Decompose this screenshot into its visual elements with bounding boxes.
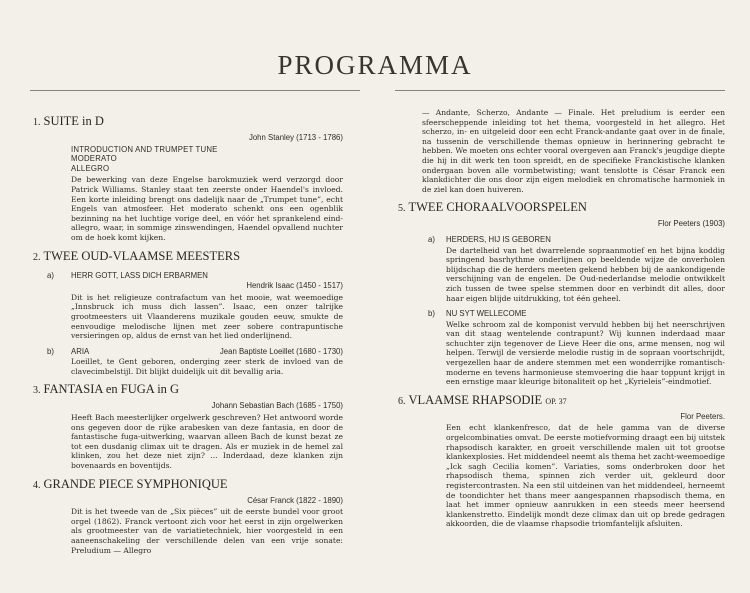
title-rule-left [30, 90, 360, 91]
description: Loeillet, te Gent geboren, onderging zeer sterk de invloed van de clavecimbelstijl. Dit blijkt duidelijk uit dit bevallig aria. [71, 357, 343, 376]
subsection-a [428, 235, 725, 245]
opus-number: OP. 37 [545, 396, 567, 406]
section-number: 3. [33, 385, 41, 397]
item-title: HERDERS, HIJ IS GEBOREN [446, 234, 551, 244]
item-title: HERR GOTT, LASS DICH ERBARMEN [71, 270, 208, 280]
section-heading [33, 249, 343, 265]
left-column [33, 108, 343, 558]
section-title: TWEE OUD-VLAAMSE MEESTERS [43, 248, 241, 263]
composer: Hendrik Isaac (1450 - 1517) [246, 281, 343, 291]
section-4 [33, 477, 343, 556]
continued-text: — Andante, Scherzo, Andante — Finale. Het preludium is eerder een sfeerscheppende inleiding tot het thema, voorgesteld in het allegro. Het scherzo, in- en uitgeleid door een echt Franck-andante gaat over in de finale, na tussenin de verschillende themas opnieuw in herinnering gebracht te hebben. We moeten ons echter vooral overgeven aan Franck's jeugdige diepte die hij in dit werk ten toon spreidt, en de specifieke Franckistische klanken ondergaan boven alle vormbetwisting; want tenslotte is César Franck een klankdichter die ons door zijn eigen melodiek en chromatische harmoniek in de ziel kan doen huiveren. [422, 108, 725, 194]
page-title: PROGRAMMA [277, 50, 473, 80]
section-title: FANTASIA en FUGA in G [43, 382, 180, 397]
section-6 [398, 393, 725, 529]
section-heading [33, 477, 343, 493]
section-number: 4. [33, 479, 41, 491]
item-label: b) [428, 309, 435, 319]
composer: Flor Peeters (1903) [657, 219, 725, 229]
movement: ALLEGRO [71, 163, 110, 173]
item-label: a) [428, 234, 435, 244]
item-label: a) [47, 270, 54, 280]
section-number: 6. [398, 395, 406, 407]
subsection-b [47, 347, 343, 357]
right-column [398, 108, 725, 532]
item-title: ARIA [71, 346, 90, 356]
subsection-a [47, 271, 343, 281]
description: Dit is het tweede van de „Six pièces” uit de eerste bundel voor groot orgel (1862). Franck vertoont zich voor het eerst in zijn orgelwerken als grootmeester van de variatietechniek, hier voorgesteld in een aaneenschakeling der verschillende delen van een vrije sonate: Preludium — Allegro [71, 507, 343, 555]
composer: César Franck (1822 - 1890) [247, 495, 343, 505]
section-number: 1. [33, 117, 41, 128]
section-3 [33, 382, 343, 470]
movement: INTRODUCTION AND TRUMPET TUNE [71, 144, 218, 154]
section-title: VLAAMSE RHAPSODIE [408, 392, 543, 407]
section-number: 5. [398, 203, 406, 215]
section-heading [33, 114, 343, 130]
description: Heeft Bach meesterlijker orgelwerk geschreven? Het antwoord worde ons gegeven door de rijke arabesken van deze fantasia, en door de fantastische fuga-uitwerking, waarvan alleen Bach de kunst bezat ze tot een dusdanig climax uit te dragen. Als er muziek in de hemel zal klinken, zou het deze niet zijn? ... Inderdaad, deze klanken zijn bovenaards en boventijds. [71, 413, 343, 471]
description: De dartelheid van het dwarrelende sopraanmotief en het bijna koddig springend basrhythme onderlijnen op beeldende wijze de onverholen blijdschap die de herders meeten gekend hebben bij de aankondigende verschijning van de engelen. De Oud-nederlandse melodie ontwikkelt zich tussen de twee spelse stemmen door en verbindt dit alles, door haar eigen blijde uitdrukking, tot één geheel. [446, 245, 725, 303]
section-title: GRANDE PIECE SYMPHONIQUE [43, 476, 228, 491]
section-heading [398, 393, 725, 409]
section-title: SUITE in D [43, 114, 104, 128]
section-title: TWEE CHORAALVOORSPELEN [408, 200, 587, 215]
section-2 [33, 249, 343, 377]
description: Een echt klankenfresco, dat de hele gamma van de diverse orgelcombinaties omvat. De eerste motiefvorming draagt een bij uitstek rhapsodisch karakter, en groeit verschillende malen uit tot grootse klankexplosies. Het middendeel neemt als thema het zacht-weemoedige „Ick sagh Cecilia komen”. Variaties, soms onderbroken door het rhapsodisch thema, spinnen zich verder uit, gekleurd door registercontrasten. Na een stil uitdeinen van het middendeel, herneemt de toondichter het thans meer aangespannen rhapsodisch thema, en laat het immer opnieuw aanrukken in een steeds meer heersend klankenstretto. Eindelijk mondt deze climax dan uit op brede gedragen akkoorden, die de vlaamse rhapsodie triomfantelijk afsluiten. [446, 423, 725, 529]
movement: MODERATO [71, 154, 117, 164]
section-1 [33, 114, 343, 243]
subsection-b [428, 309, 725, 319]
section-heading [398, 200, 725, 216]
composer: Flor Peeters. [680, 411, 725, 421]
section-5 [398, 200, 725, 387]
description: Dit is het religieuze contrafactum van het mooie, wat weemoedige „Innsbruck ich muss dich lassen”. Isaac, een onzer talrijke grootmeesters uit Vlaanderens muzikale gouden eeuw, smukte de eenvoudige melodische lijnen met zeer sobere contrapuntische versieringen op, aldus de ernst van het lied onderlijnend. [71, 292, 343, 341]
section-heading [33, 382, 343, 398]
composer: Johann Sebastian Bach (1685 - 1750) [211, 401, 343, 411]
title-rule-right [395, 90, 725, 91]
section-number: 2. [33, 251, 41, 263]
item-title: NU SYT WELLECOME [446, 309, 527, 319]
description: De bewerking van deze Engelse barokmuziek werd verzorgd door Patrick Williams. Stanley staat ten zeerste onder Haendel's invloed. Een korte inleiding brengt ons dadelijk naar de „Trumpet tune”, echt Engels van atmosfeer. Het moderato schenkt ons een ogenblik bezinning na het luchtige vorige deel, en vóór het sprankelend eind-allegro, waar, in sommige zinswendingen, Haendel opvallend nuchter om de hoek komt kijken. [71, 175, 343, 242]
description: Welke schroom zal de komponist vervuld hebben bij het neerschrijven van dit staag wentelende contrapunt? Wij kunnen inderdaad maar schuchter zijn tegenover de Lieve Heer die ons, arme mensen, nog wil helpen. Terwijl de versierde melodie rustig in de sopraan voortschrijdt, vergezellen haar de andere stemmen met een wonderrijke romantisch-moderne en tevens harmonieuse stemvoering die haar toppunt krijgt in een ernstige maar kleurige bitonaliteit op het „Kyrieleis”-eindmotief. [446, 319, 725, 387]
composer: Jean Baptiste Loeillet (1680 - 1730) [219, 346, 343, 356]
item-label: b) [47, 346, 54, 356]
composer: John Stanley (1713 - 1786) [248, 133, 343, 142]
